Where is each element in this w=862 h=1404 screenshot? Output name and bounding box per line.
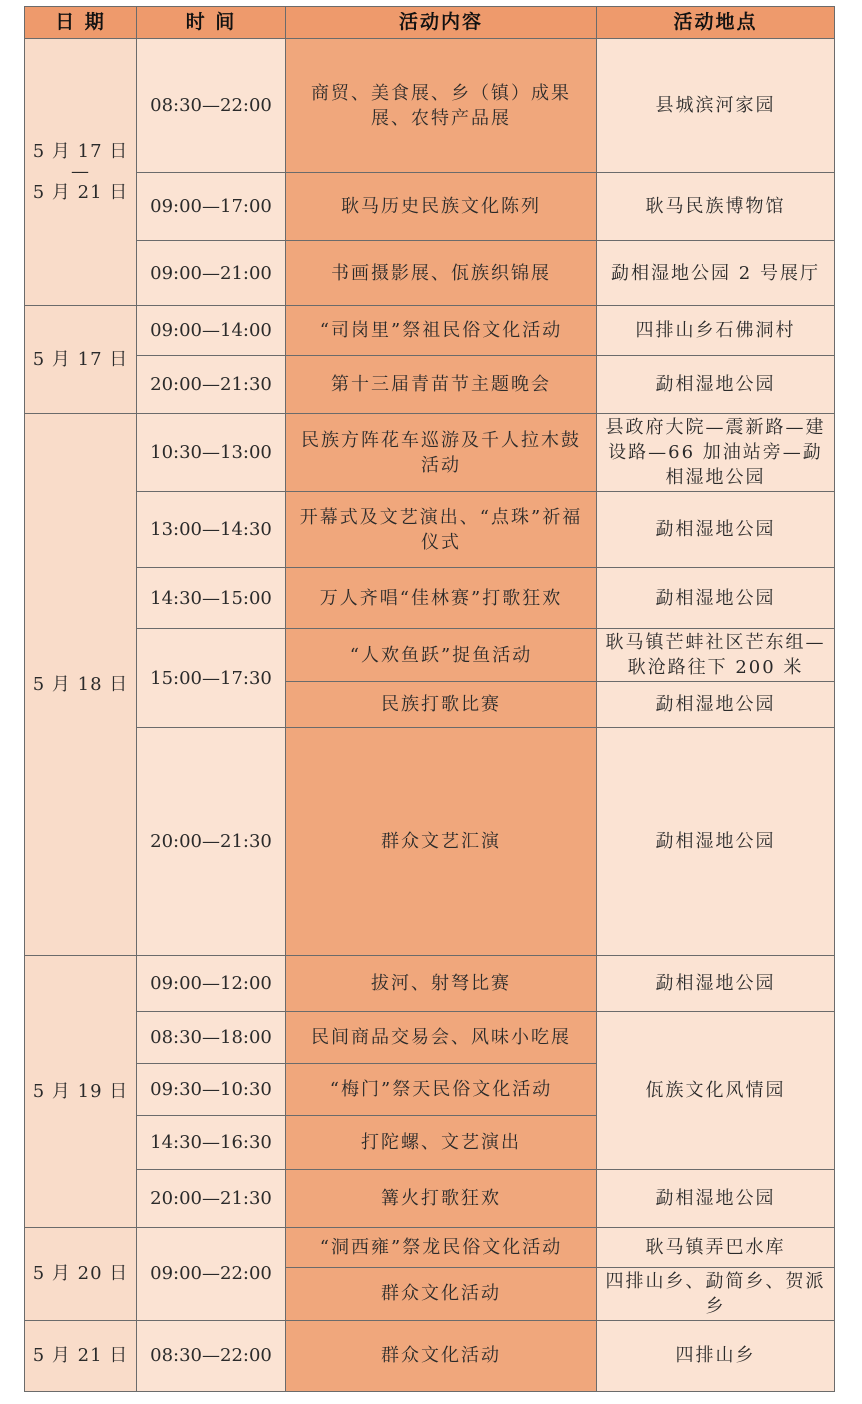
table-row <box>25 1011 835 1063</box>
table-row <box>25 955 835 1011</box>
date-range-separator: — <box>71 161 90 183</box>
time-cell: 09:00—21:00 <box>137 241 286 306</box>
table-row <box>25 1169 835 1227</box>
table-row <box>25 39 835 173</box>
activity-cell: “洞西雍”祭龙民俗文化活动 <box>286 1227 597 1267</box>
location-cell: 四排山乡、勐简乡、贺派乡 <box>597 1267 835 1320</box>
date-range-start: 5 月 17 日 <box>32 141 129 163</box>
location-cell: 耿马镇芒蚌社区芒东组—耿沧路往下 200 米 <box>597 629 835 682</box>
activity-cell: 民族方阵花车巡游及千人拉木鼓活动 <box>286 414 597 492</box>
table-row <box>25 728 835 955</box>
activity-cell: 民族打歌比赛 <box>286 682 597 728</box>
activity-cell: 群众文艺汇演 <box>286 728 597 955</box>
date-cell: 5 月 17 日 <box>25 306 137 414</box>
table-row <box>25 306 835 356</box>
activity-cell: 群众文化活动 <box>286 1267 597 1320</box>
time-cell: 09:30—10:30 <box>137 1063 286 1115</box>
date-cell: 5 月 20 日 <box>25 1227 137 1320</box>
location-cell: 勐相湿地公园 <box>597 955 835 1011</box>
location-cell: 四排山乡 <box>597 1320 835 1391</box>
activity-cell: 拔河、射弩比赛 <box>286 955 597 1011</box>
location-cell: 勐相湿地公园 2 号展厅 <box>597 241 835 306</box>
time-cell: 09:00—17:00 <box>137 173 286 241</box>
time-cell: 08:30—18:00 <box>137 1011 286 1063</box>
time-cell: 14:30—16:30 <box>137 1115 286 1169</box>
date-cell: 5 月 18 日 <box>25 414 137 955</box>
location-cell: 县城滨河家园 <box>597 39 835 173</box>
table-row <box>25 173 835 241</box>
activity-cell: 开幕式及文艺演出、“点珠”祈福仪式 <box>286 492 597 568</box>
time-cell: 15:00—17:30 <box>137 629 286 728</box>
date-range-end: 5 月 21 日 <box>32 182 129 204</box>
location-cell: 耿马民族博物馆 <box>597 173 835 241</box>
location-cell: 勐相湿地公园 <box>597 682 835 728</box>
activity-cell: “人欢鱼跃”捉鱼活动 <box>286 629 597 682</box>
header-location: 活动地点 <box>597 7 835 39</box>
activity-cell: 耿马历史民族文化陈列 <box>286 173 597 241</box>
location-cell: 县政府大院—震新路—建设路—66 加油站旁—勐相湿地公园 <box>597 414 835 492</box>
activity-cell: 万人齐唱“佳林赛”打歌狂欢 <box>286 568 597 629</box>
date-cell <box>25 39 137 306</box>
time-cell: 09:00—14:00 <box>137 306 286 356</box>
table-row <box>25 414 835 492</box>
table-row <box>25 568 835 629</box>
activity-cell: 打陀螺、文艺演出 <box>286 1115 597 1169</box>
table-row <box>25 241 835 306</box>
table-row <box>25 1227 835 1267</box>
time-cell: 20:00—21:30 <box>137 728 286 955</box>
table-row <box>25 1320 835 1391</box>
date-cell: 5 月 21 日 <box>25 1320 137 1391</box>
location-cell: 勐相湿地公园 <box>597 728 835 955</box>
time-cell: 09:00—22:00 <box>137 1227 286 1320</box>
activity-cell: 书画摄影展、佤族织锦展 <box>286 241 597 306</box>
activity-cell: 第十三届青苗节主题晚会 <box>286 356 597 414</box>
header-activity: 活动内容 <box>286 7 597 39</box>
location-cell: 勐相湿地公园 <box>597 568 835 629</box>
table-header-row <box>25 7 835 39</box>
activity-cell: “梅门”祭天民俗文化活动 <box>286 1063 597 1115</box>
location-cell: 佤族文化风情园 <box>597 1011 835 1169</box>
time-cell: 13:00—14:30 <box>137 492 286 568</box>
time-cell: 09:00—12:00 <box>137 955 286 1011</box>
table-row <box>25 492 835 568</box>
header-time: 时 间 <box>137 7 286 39</box>
time-cell: 20:00—21:30 <box>137 356 286 414</box>
time-cell: 20:00—21:30 <box>137 1169 286 1227</box>
table-row <box>25 629 835 682</box>
activity-cell: “司岗里”祭祖民俗文化活动 <box>286 306 597 356</box>
location-cell: 勐相湿地公园 <box>597 492 835 568</box>
activity-cell: 群众文化活动 <box>286 1320 597 1391</box>
activity-schedule-table <box>24 6 835 1392</box>
location-cell: 四排山乡石佛洞村 <box>597 306 835 356</box>
activity-cell: 民间商品交易会、风味小吃展 <box>286 1011 597 1063</box>
table-row <box>25 356 835 414</box>
header-date: 日 期 <box>25 7 137 39</box>
time-cell: 10:30—13:00 <box>137 414 286 492</box>
time-cell: 14:30—15:00 <box>137 568 286 629</box>
date-cell: 5 月 19 日 <box>25 955 137 1227</box>
time-cell: 08:30—22:00 <box>137 39 286 173</box>
activity-cell: 篝火打歌狂欢 <box>286 1169 597 1227</box>
location-cell: 耿马镇弄巴水库 <box>597 1227 835 1267</box>
time-cell: 08:30—22:00 <box>137 1320 286 1391</box>
location-cell: 勐相湿地公园 <box>597 356 835 414</box>
activity-cell: 商贸、美食展、乡（镇）成果展、农特产品展 <box>286 39 597 173</box>
location-cell: 勐相湿地公园 <box>597 1169 835 1227</box>
